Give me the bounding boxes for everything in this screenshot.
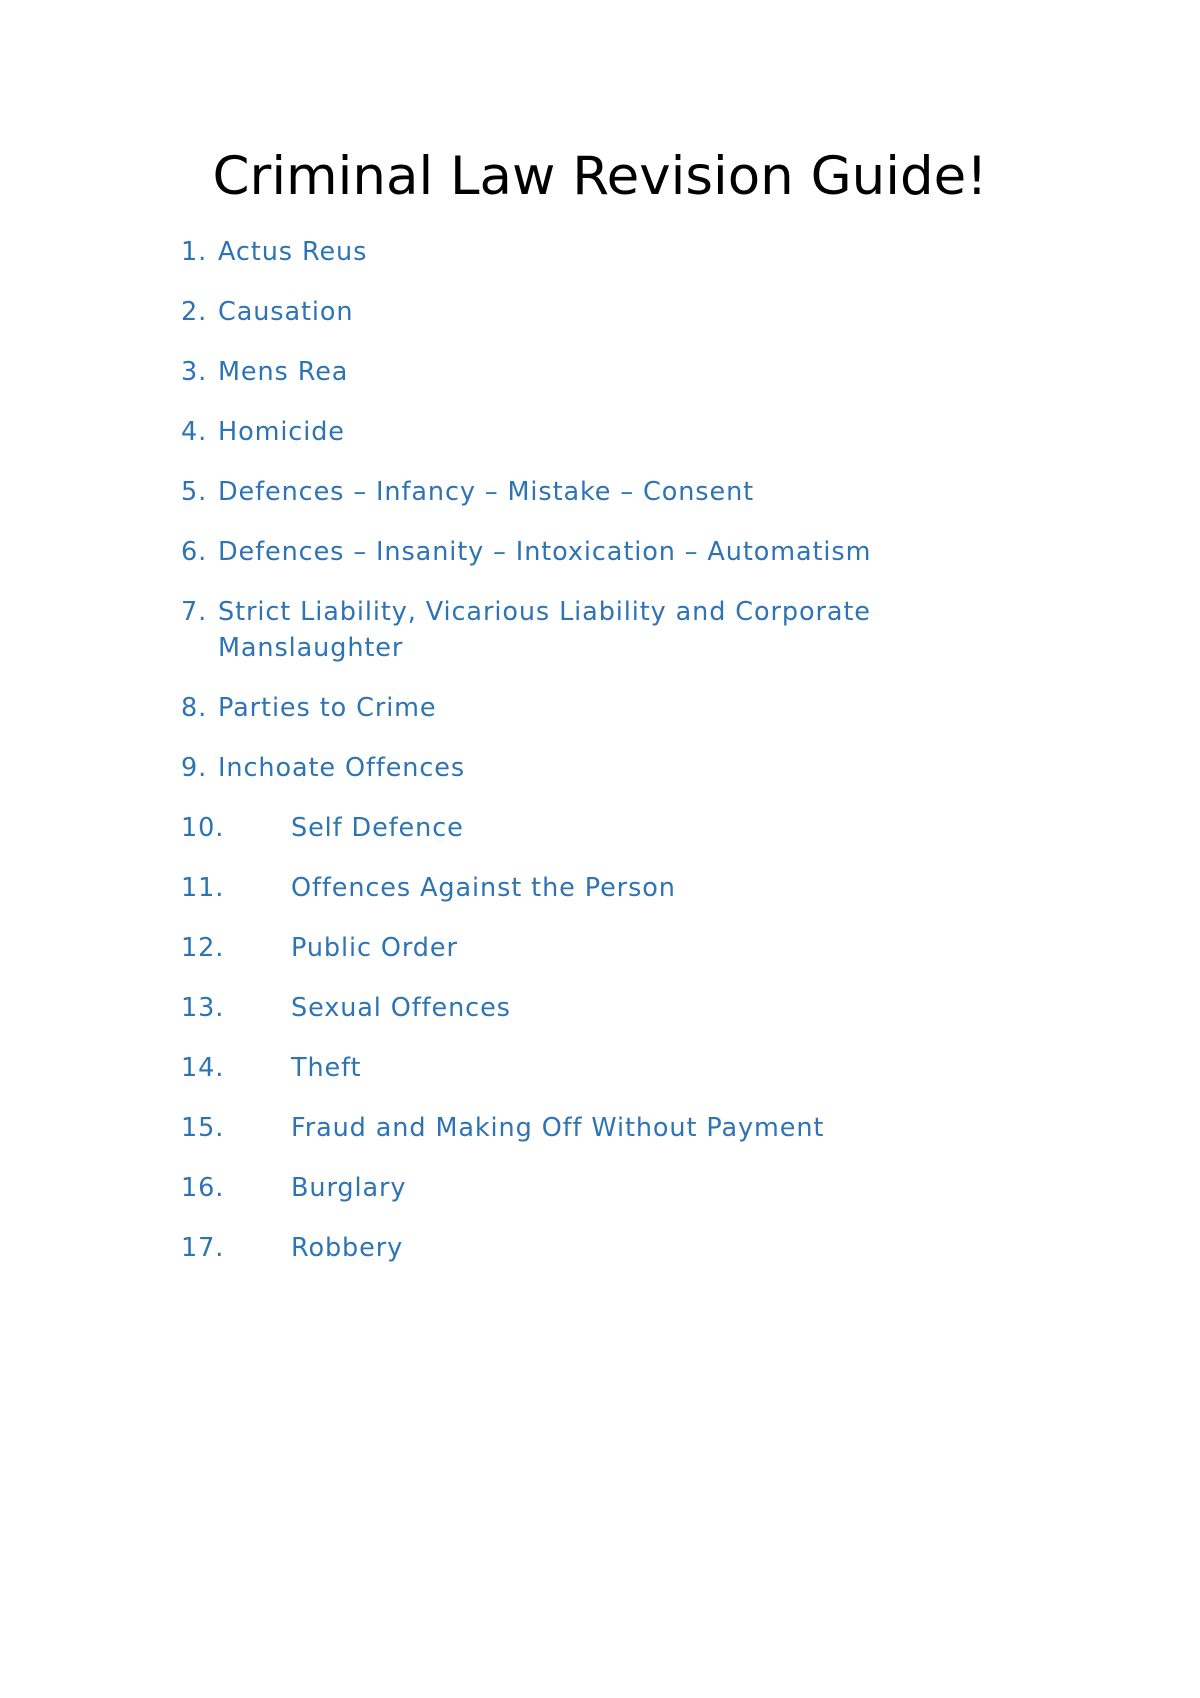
toc-entry-mens-rea[interactable] (181, 354, 941, 390)
toc-entry-causation[interactable] (181, 294, 941, 330)
toc-entry-actus-reus[interactable] (181, 234, 941, 270)
toc-entry-strict-vicarious-corporate[interactable] (181, 594, 941, 666)
toc-number: 6. (181, 537, 208, 567)
toc-label: Theft (291, 1053, 362, 1083)
toc-entry-defences-infancy-mistake-consent[interactable] (181, 474, 941, 510)
toc-entry-inchoate-offences[interactable] (181, 750, 941, 786)
toc-number: 4. (181, 417, 208, 447)
toc-number: 14. (181, 1053, 225, 1083)
toc-number: 8. (181, 693, 208, 723)
toc-label: Defences – Insanity – Intoxication – Automatism (218, 537, 872, 567)
toc-label: Burglary (291, 1173, 407, 1203)
toc-number: 5. (181, 477, 208, 507)
toc-label: Strict Liability, Vicarious Liability and Corporate Manslaughter (218, 597, 871, 663)
toc-entry-self-defence[interactable] (181, 810, 941, 846)
toc-entry-fraud-and-making-off[interactable] (181, 1110, 941, 1146)
toc-number: 2. (181, 297, 208, 327)
toc-number: 13. (181, 993, 225, 1023)
toc-label: Inchoate Offences (218, 753, 466, 783)
toc-entry-offences-against-the-person[interactable] (181, 870, 941, 906)
toc-entry-burglary[interactable] (181, 1170, 941, 1206)
toc-number: 3. (181, 357, 208, 387)
toc-entry-theft[interactable] (181, 1050, 941, 1086)
toc-label: Offences Against the Person (291, 873, 676, 903)
toc-label: Actus Reus (218, 237, 368, 267)
toc-label: Self Defence (291, 813, 464, 843)
toc-entry-robbery[interactable] (181, 1230, 941, 1266)
toc-label: Causation (218, 297, 354, 327)
table-of-contents (181, 234, 941, 1290)
toc-entry-public-order[interactable] (181, 930, 941, 966)
toc-number: 7. (181, 597, 208, 627)
toc-label: Homicide (218, 417, 345, 447)
toc-number: 17. (181, 1233, 225, 1263)
toc-label: Sexual Offences (291, 993, 511, 1023)
document-title: Criminal Law Revision Guide! (212, 146, 988, 207)
toc-number: 10. (181, 813, 225, 843)
toc-number: 16. (181, 1173, 225, 1203)
toc-number: 9. (181, 753, 208, 783)
toc-label: Fraud and Making Off Without Payment (291, 1113, 825, 1143)
toc-label: Defences – Infancy – Mistake – Consent (218, 477, 755, 507)
toc-label: Parties to Crime (218, 693, 437, 723)
toc-number: 15. (181, 1113, 225, 1143)
toc-entry-sexual-offences[interactable] (181, 990, 941, 1026)
toc-label: Mens Rea (218, 357, 349, 387)
toc-label: Public Order (291, 933, 458, 963)
toc-number: 11. (181, 873, 225, 903)
toc-entry-defences-insanity-intoxication-automatism[interactable] (181, 534, 941, 570)
toc-number: 12. (181, 933, 225, 963)
toc-label: Robbery (291, 1233, 404, 1263)
toc-entry-homicide[interactable] (181, 414, 941, 450)
toc-entry-parties-to-crime[interactable] (181, 690, 941, 726)
toc-number: 1. (181, 237, 208, 267)
